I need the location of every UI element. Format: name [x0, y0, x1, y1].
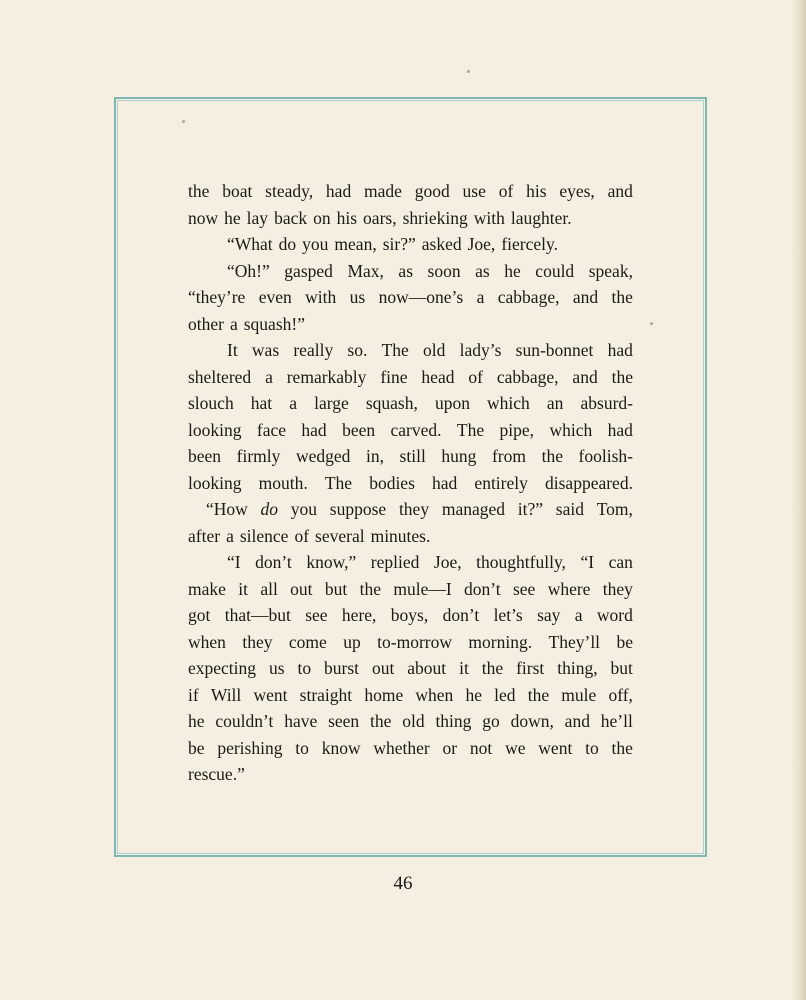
text-line	[188, 708, 633, 735]
text-line	[188, 682, 633, 709]
word: as	[398, 260, 413, 281]
word: so.	[347, 340, 368, 360]
word: squash,	[365, 393, 418, 413]
text-line	[188, 364, 633, 391]
word: if	[188, 684, 199, 705]
word: use	[462, 181, 486, 201]
story-text	[188, 178, 633, 788]
word: hung	[441, 446, 477, 466]
word: the	[188, 181, 210, 201]
word: Max,	[347, 260, 384, 281]
word: to-morrow	[377, 631, 452, 652]
word: see	[305, 605, 328, 625]
text-line	[188, 178, 633, 205]
word: from	[491, 446, 526, 466]
word: could	[535, 260, 575, 281]
text-line	[188, 231, 633, 258]
word: “How	[206, 499, 248, 519]
word: firmly	[236, 446, 281, 466]
word: “I	[227, 552, 241, 572]
word: had	[607, 340, 633, 360]
word: pipe,	[499, 419, 535, 440]
word: a	[265, 366, 273, 387]
word: they	[242, 631, 273, 652]
word: when	[188, 631, 226, 652]
word: sheltered	[188, 366, 252, 387]
word: “Oh!”	[227, 260, 270, 281]
word: shrieking	[402, 207, 468, 228]
word: went	[538, 737, 573, 758]
word: rescue.”	[188, 764, 245, 784]
text-line	[188, 523, 633, 550]
word: out	[290, 578, 313, 599]
word: an	[546, 393, 564, 413]
word: in,	[365, 446, 384, 466]
text-line	[188, 761, 633, 788]
word: off,	[608, 684, 633, 705]
word: whether	[373, 737, 430, 758]
word: been	[342, 419, 376, 440]
word: thoughtfully,	[476, 552, 566, 572]
word: the	[611, 737, 633, 758]
word: let’s	[493, 605, 523, 625]
word: mean,	[334, 234, 377, 254]
word: don’t	[442, 605, 480, 625]
word: cabbage,	[496, 366, 559, 387]
word: the	[611, 366, 633, 387]
word: don’t	[255, 552, 292, 572]
word: word	[596, 605, 633, 625]
word: Tom,	[596, 499, 633, 519]
text-line	[188, 258, 633, 285]
word: don’t	[464, 578, 501, 599]
word: “I	[580, 552, 595, 572]
word: absurd-	[580, 393, 633, 413]
word: say	[537, 605, 561, 625]
word: other	[188, 313, 224, 334]
text-line	[188, 576, 633, 603]
word: was	[251, 340, 280, 360]
word: eyes,	[559, 181, 595, 201]
word: looking	[188, 419, 242, 440]
word: but	[610, 658, 633, 678]
word: slouch	[188, 393, 234, 413]
word: the	[359, 578, 381, 599]
word: out	[371, 658, 395, 678]
word: old	[402, 711, 425, 731]
text-line	[188, 390, 633, 417]
word: sir?”	[382, 234, 416, 254]
text-line	[188, 470, 633, 497]
word: mouth.	[258, 472, 308, 493]
word: led	[494, 684, 516, 705]
word: silence	[239, 525, 289, 546]
word: the	[611, 287, 633, 307]
word: head	[421, 366, 455, 387]
word: couldn’t	[215, 711, 274, 731]
word: he’ll	[600, 711, 633, 731]
word: went	[253, 684, 288, 705]
paper-speck	[182, 120, 185, 123]
word: you	[290, 499, 318, 519]
word: back	[274, 207, 308, 228]
word: up	[343, 631, 361, 652]
text-line	[188, 311, 633, 338]
word: boys,	[390, 605, 429, 625]
word: asked	[421, 234, 462, 254]
paper-speck	[650, 322, 653, 325]
word: steady,	[265, 181, 314, 201]
word: it?”	[517, 499, 544, 519]
word: a	[229, 313, 238, 334]
word: laughter.	[510, 207, 572, 228]
word: boat	[222, 181, 253, 201]
word: fine	[380, 366, 408, 387]
word: us	[349, 287, 366, 307]
word: straight	[299, 684, 353, 705]
word: here,	[341, 605, 377, 625]
word: had	[607, 419, 633, 440]
word: and	[572, 366, 598, 387]
word: but	[324, 578, 348, 599]
word: The	[324, 472, 353, 493]
page-edge	[792, 0, 806, 1000]
word: speak,	[588, 260, 633, 281]
word: the	[541, 446, 563, 466]
word: they	[602, 578, 633, 599]
word: They’ll	[548, 631, 601, 652]
word: gasped	[284, 260, 333, 281]
word: now—one’s	[378, 287, 464, 307]
word: go	[482, 711, 500, 731]
word: a	[574, 605, 583, 625]
word: perishing	[217, 737, 283, 758]
word: the	[370, 711, 392, 731]
word: be	[188, 737, 205, 758]
word: have	[284, 711, 318, 731]
word: do	[260, 499, 279, 519]
word: The	[381, 340, 409, 360]
word: or	[442, 737, 458, 758]
text-line	[188, 205, 633, 232]
word: “What	[227, 234, 273, 254]
word: wedged	[295, 446, 351, 466]
word: now	[188, 207, 219, 228]
word: know	[321, 737, 361, 758]
word: squash!”	[243, 313, 305, 334]
word: face	[256, 419, 287, 440]
text-line	[188, 655, 633, 682]
word: about	[407, 658, 447, 678]
word: down,	[510, 711, 554, 731]
word: he	[224, 207, 241, 228]
word: first	[516, 658, 545, 678]
text-line	[188, 549, 633, 576]
word: know,”	[306, 552, 357, 572]
word: after	[188, 525, 221, 546]
word: his	[336, 207, 358, 228]
word: they	[398, 499, 430, 519]
word: as	[475, 260, 490, 281]
word: on	[313, 207, 331, 228]
word: of	[294, 525, 310, 546]
word: which	[487, 393, 530, 413]
word: and	[564, 711, 590, 731]
word: had	[301, 419, 327, 440]
text-line	[188, 496, 633, 523]
word: minutes.	[370, 525, 431, 546]
word: replied	[370, 552, 420, 572]
word: mule—I	[393, 578, 452, 599]
word: morning.	[468, 631, 533, 652]
word: mule	[561, 684, 597, 705]
word: us	[268, 658, 285, 678]
word: even	[258, 287, 292, 307]
text-line	[188, 735, 633, 762]
word: make	[188, 578, 226, 599]
word: that—but	[224, 605, 291, 625]
word: entirely	[474, 472, 528, 493]
word: managed	[441, 499, 505, 519]
paper-speck	[467, 70, 470, 73]
word: old	[423, 340, 446, 360]
word: Will	[210, 684, 242, 705]
word: “they’re	[188, 287, 246, 307]
word: bodies	[369, 472, 415, 493]
word: it	[238, 578, 248, 599]
text-line	[188, 417, 633, 444]
word: it	[459, 658, 469, 678]
word: when	[415, 684, 454, 705]
word: suppose	[329, 499, 387, 519]
word: had	[432, 472, 458, 493]
word: we	[505, 737, 526, 758]
word: oars,	[363, 207, 397, 228]
word: with	[473, 207, 505, 228]
word: said	[555, 499, 584, 519]
word: fiercely.	[501, 234, 558, 254]
word: to	[295, 737, 309, 758]
word: foolish-	[578, 446, 633, 466]
word: to	[297, 658, 312, 678]
word: large	[314, 393, 349, 413]
word: several	[315, 525, 365, 546]
text-line	[188, 629, 633, 656]
word: thing	[435, 711, 472, 731]
word: still	[399, 446, 426, 466]
word: a	[476, 287, 485, 307]
word: burst	[324, 658, 360, 678]
word: you	[302, 234, 329, 254]
word: Joe,	[433, 552, 462, 572]
word: upon	[434, 393, 470, 413]
text-line	[188, 602, 633, 629]
word: a	[226, 525, 234, 546]
word: hat	[250, 393, 273, 413]
word: all	[260, 578, 278, 599]
word: the	[481, 658, 504, 678]
word: and	[572, 287, 599, 307]
word: lady’s	[459, 340, 502, 360]
word: Joe,	[467, 234, 496, 254]
text-line	[188, 443, 633, 470]
word: expecting	[188, 658, 257, 678]
word: lay	[246, 207, 269, 228]
word: to	[585, 737, 599, 758]
word: disappeared.	[545, 472, 633, 493]
word: soon	[427, 260, 461, 281]
word: do	[278, 234, 297, 254]
word: sun-bonnet	[515, 340, 594, 360]
word: his	[526, 181, 547, 201]
word: looking	[188, 472, 242, 493]
word: he	[465, 684, 482, 705]
word: which	[549, 419, 593, 440]
word: seen	[328, 711, 360, 731]
word: really	[293, 340, 334, 360]
word: be	[616, 631, 633, 652]
word: a	[289, 393, 298, 413]
word: It	[227, 340, 238, 360]
word: can	[608, 552, 633, 572]
word: come	[288, 631, 327, 652]
word: cabbage,	[497, 287, 560, 307]
word: got	[188, 605, 211, 625]
word: thing,	[557, 658, 598, 678]
word: The	[456, 419, 485, 440]
word: remarkably	[286, 366, 367, 387]
word: not	[469, 737, 493, 758]
word: had	[325, 181, 352, 201]
page-number: 46	[393, 873, 413, 894]
word: with	[305, 287, 337, 307]
word: of	[498, 181, 514, 201]
word: been	[188, 446, 222, 466]
word: of	[468, 366, 483, 387]
word: and	[607, 181, 633, 201]
word: home	[364, 684, 404, 705]
word: see	[512, 578, 536, 599]
word: good	[414, 181, 450, 201]
text-line	[188, 284, 633, 311]
word: he	[188, 711, 205, 731]
word: the	[527, 684, 550, 705]
text-line	[188, 337, 633, 364]
word: made	[364, 181, 402, 201]
word: he	[504, 260, 521, 281]
word: carved.	[390, 419, 442, 440]
word: where	[547, 578, 591, 599]
